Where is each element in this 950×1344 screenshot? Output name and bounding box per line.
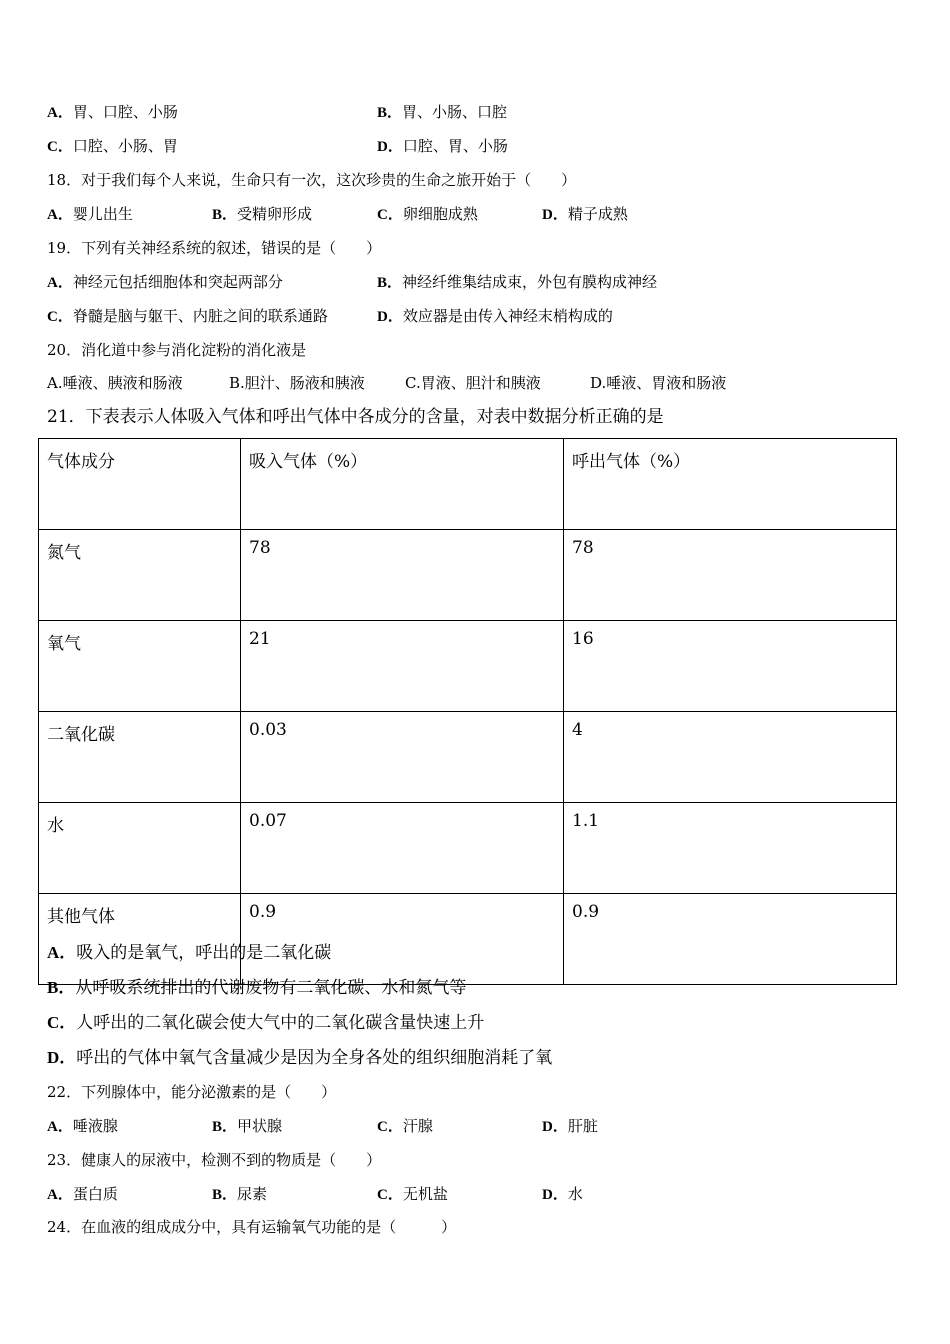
option-d: D．口腔、胃、小肠 [377, 137, 508, 155]
table-cell: 78 [564, 530, 897, 621]
q21-option-c: C．人呼出的二氧化碳会使大气中的二氧化碳含量快速上升 [47, 1013, 485, 1033]
option-d: D．效应器是由传入神经末梢构成的 [377, 307, 613, 325]
q18-stem: 18．对于我们每个人来说，生命只有一次，这次珍贵的生命之旅开始于（ ） [47, 171, 577, 189]
option-a: A．神经元包括细胞体和突起两部分 [47, 273, 283, 291]
table-cell: 78 [241, 530, 564, 621]
option-a: A．胃、口腔、小肠 [47, 103, 178, 121]
table-cell: 其他气体 [39, 894, 241, 985]
q23-stem: 23．健康人的尿液中，检测不到的物质是（ ） [47, 1151, 382, 1169]
gas-composition-table [38, 438, 897, 985]
option-b: B．尿素 [212, 1185, 268, 1203]
q19-stem: 19．下列有关神经系统的叙述，错误的是（ ） [47, 239, 382, 257]
option-b: B．胃、小肠、口腔 [377, 103, 508, 121]
table-row [39, 712, 897, 803]
header-cell: 呼出气体（%） [564, 439, 897, 530]
table-cell: 二氧化碳 [39, 712, 241, 803]
table-row [39, 621, 897, 712]
option-d: D．水 [542, 1185, 583, 1203]
table-cell: 0.9 [241, 894, 564, 985]
q22-stem: 22．下列腺体中，能分泌激素的是（ ） [47, 1083, 337, 1101]
table-cell: 21 [241, 621, 564, 712]
option-a: A．蛋白质 [47, 1185, 118, 1203]
table-row [39, 530, 897, 621]
q24-stem: 24．在血液的组成成分中，具有运输氧气功能的是（ ） [47, 1218, 457, 1236]
option-a: A．婴儿出生 [47, 205, 133, 223]
option-b: B．受精卵形成 [212, 205, 313, 223]
table-cell: 氮气 [39, 530, 241, 621]
table-header-row [39, 439, 897, 530]
option-c: C.胃液、胆汁和胰液 [405, 374, 541, 392]
option-a: A.唾液、胰液和肠液 [47, 374, 183, 392]
q21-option-a: A．吸入的是氧气，呼出的是二氧化碳 [47, 943, 332, 963]
table-cell: 水 [39, 803, 241, 894]
header-cell: 吸入气体（%） [241, 439, 564, 530]
option-c: C．汗腺 [377, 1117, 433, 1135]
q21-option-d: D．呼出的气体中氧气含量减少是因为全身各处的组织细胞消耗了氧 [47, 1048, 553, 1068]
table-row [39, 894, 897, 985]
table-cell: 16 [564, 621, 897, 712]
option-d: D.唾液、胃液和肠液 [590, 374, 727, 392]
option-d: D．精子成熟 [542, 205, 628, 223]
table-cell: 氧气 [39, 621, 241, 712]
option-a: A．唾液腺 [47, 1117, 118, 1135]
option-b: B．甲状腺 [212, 1117, 283, 1135]
header-cell: 气体成分 [39, 439, 241, 530]
table-cell: 0.03 [241, 712, 564, 803]
table-cell: 4 [564, 712, 897, 803]
q21-stem: 21．下表表示人体吸入气体和呼出气体中各成分的含量，对表中数据分析正确的是 [47, 407, 664, 427]
option-b: B．神经纤维集结成束，外包有膜构成神经 [377, 273, 658, 291]
table-cell: 1.1 [564, 803, 897, 894]
q20-stem: 20．消化道中参与消化淀粉的消化液是 [47, 341, 307, 359]
q21-option-b: B．从呼吸系统排出的代谢废物有二氧化碳、水和氮气等 [47, 978, 467, 998]
option-c: C．脊髓是脑与躯干、内脏之间的联系通路 [47, 307, 328, 325]
table-cell: 0.9 [564, 894, 897, 985]
option-c: C．口腔、小肠、胃 [47, 137, 178, 155]
option-d: D．肝脏 [542, 1117, 598, 1135]
option-c: C．无机盐 [377, 1185, 448, 1203]
table-cell: 0.07 [241, 803, 564, 894]
option-b: B.胆汁、肠液和胰液 [229, 374, 365, 392]
table-row [39, 803, 897, 894]
option-c: C．卵细胞成熟 [377, 205, 478, 223]
